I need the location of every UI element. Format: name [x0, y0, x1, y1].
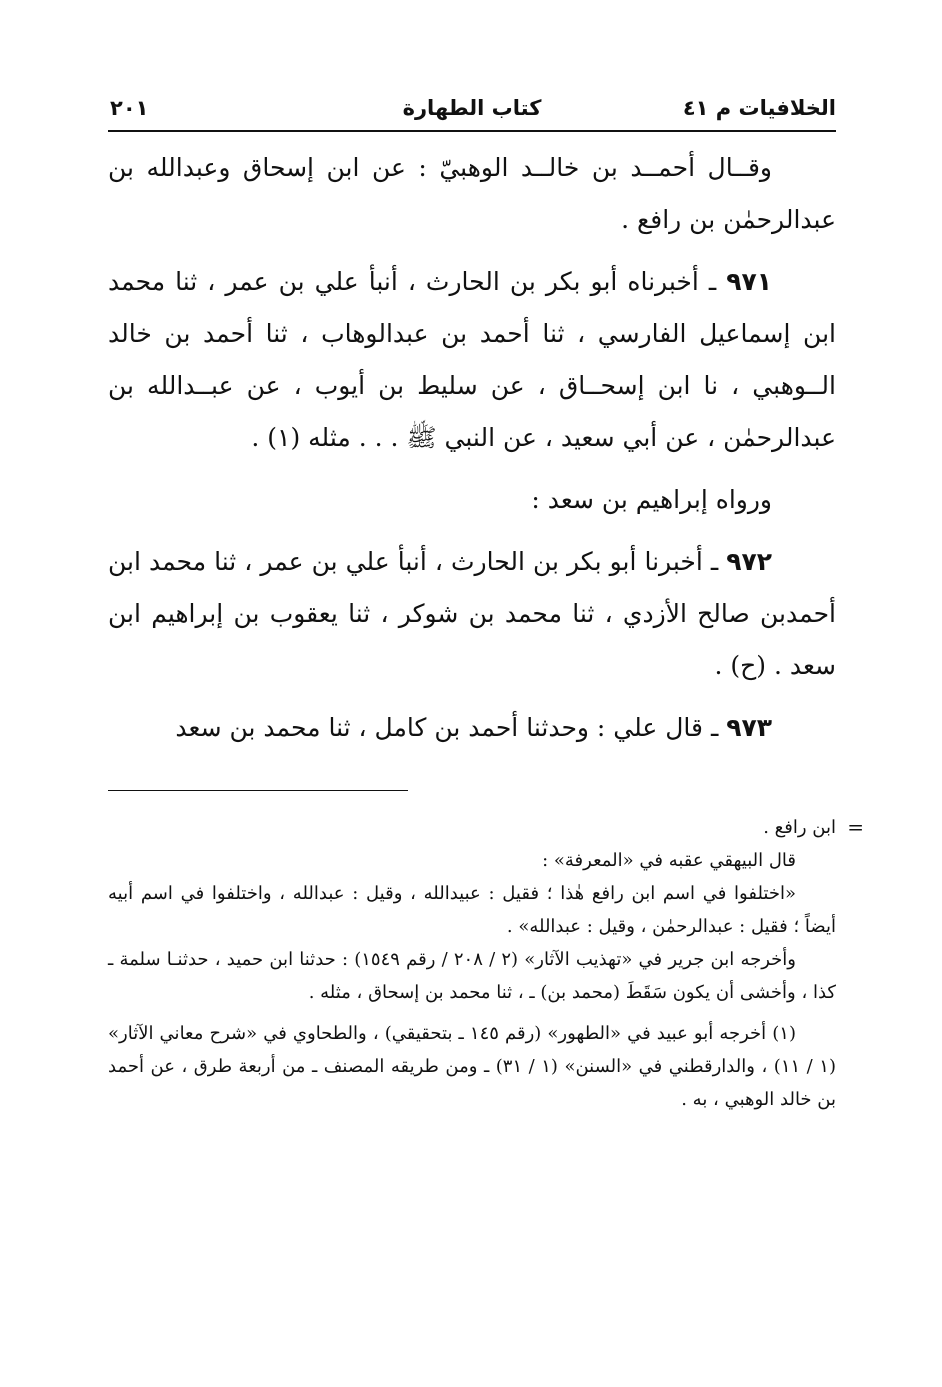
book-title: الخلافيات م ٤١	[682, 96, 836, 120]
footnote-text: قال البيهقي عقبه في «المعرفة» :	[542, 850, 796, 871]
hadith-number: ٩٧٣	[726, 713, 772, 742]
hadith-text: ـ أخبرنا أبو بكر بن الحارث ، أنبأ علي بن عمر ، ثنا محمد ابن أحمدبن صالح الأزدي ، ثنا محمد بن شوكر ، ثنا يعقوب بن إبراهيم ابن سعد . (ح) .	[108, 547, 836, 680]
header-divider	[108, 130, 836, 132]
page-number: ٢٠١	[110, 96, 149, 120]
hadith-971	[108, 256, 836, 464]
footnotes	[108, 811, 864, 1116]
hadith-text: ـ أخبرناه أبو بكر بن الحارث ، أنبأ علي بن عمر ، ثنا محمد ابن إسماعيل الفارسي ، ثنا أحمد بن عبدالوهاب ، ثنا أحمد بن خالد الــوهبي ، نا ابن إسحــاق ، عن سليط بن أيوب ، عن عبــدالله بن عبدالرحمٰن ، عن أبي سعيد ، عن النبي ﷺ . . . مثله (١) .	[108, 267, 836, 452]
footnote-text: وأخرجه ابن جرير في «تهذيب الآثار» (٢ / ٢٠٨ / رقم ١٥٤٩) : حدثنا ابن حميد ، حدثنـا سلمة ـ كذا ، وأخشى أن يكون سَقَطَ (محمد بن) ـ ، ثنا محمد بن إسحاق ، مثله .	[108, 949, 836, 1003]
main-text	[108, 142, 836, 754]
paragraph-narration: وقــال أحمــد بن خالــد الوهبيّ : عن ابن إسحاق وعبدالله بن عبدالرحمٰن بن رافع .	[108, 153, 836, 234]
hadith-972	[108, 536, 836, 692]
footnote-divider	[108, 790, 408, 791]
paragraph-narration: ورواه إبراهيم بن سعد :	[531, 485, 772, 514]
chapter-title: كتاب الطهارة	[402, 96, 542, 120]
footnote-text: ابن رافع .	[763, 817, 836, 838]
running-header	[108, 86, 836, 126]
hadith-number: ٩٧١	[726, 267, 772, 296]
hadith-number: ٩٧٢	[726, 547, 772, 576]
footnote-continuation	[108, 811, 864, 844]
continuation-mark: =	[847, 815, 864, 839]
footnote-1: (١) أخرجه أبو عبيد في «الطهور» (رقم ١٤٥ ـ بتحقيقي) ، والطحاوي في «شرح معاني الآثار» (١ / ١١) ، والدارقطني في «السنن» (١ / ٣١) ـ ومن طريقه المصنف ـ من أربعة طرق ، عن أحمد بن خالد الوهبي ، به .	[108, 1023, 836, 1110]
footnote-text: «اختلفوا في اسم ابن رافع هٰذا ؛ فقيل : عبيدالله ، وقيل : عبدالله ، واختلفوا في اسم أبيه أيضاً ؛ فقيل : عبدالرحمٰن ، وقيل : عبدالله» .	[108, 883, 836, 937]
hadith-973	[108, 702, 836, 754]
book-page	[108, 86, 864, 1116]
hadith-text: ـ قال علي : وحدثنا أحمد بن كامل ، ثنا محمد بن سعد	[175, 713, 727, 742]
